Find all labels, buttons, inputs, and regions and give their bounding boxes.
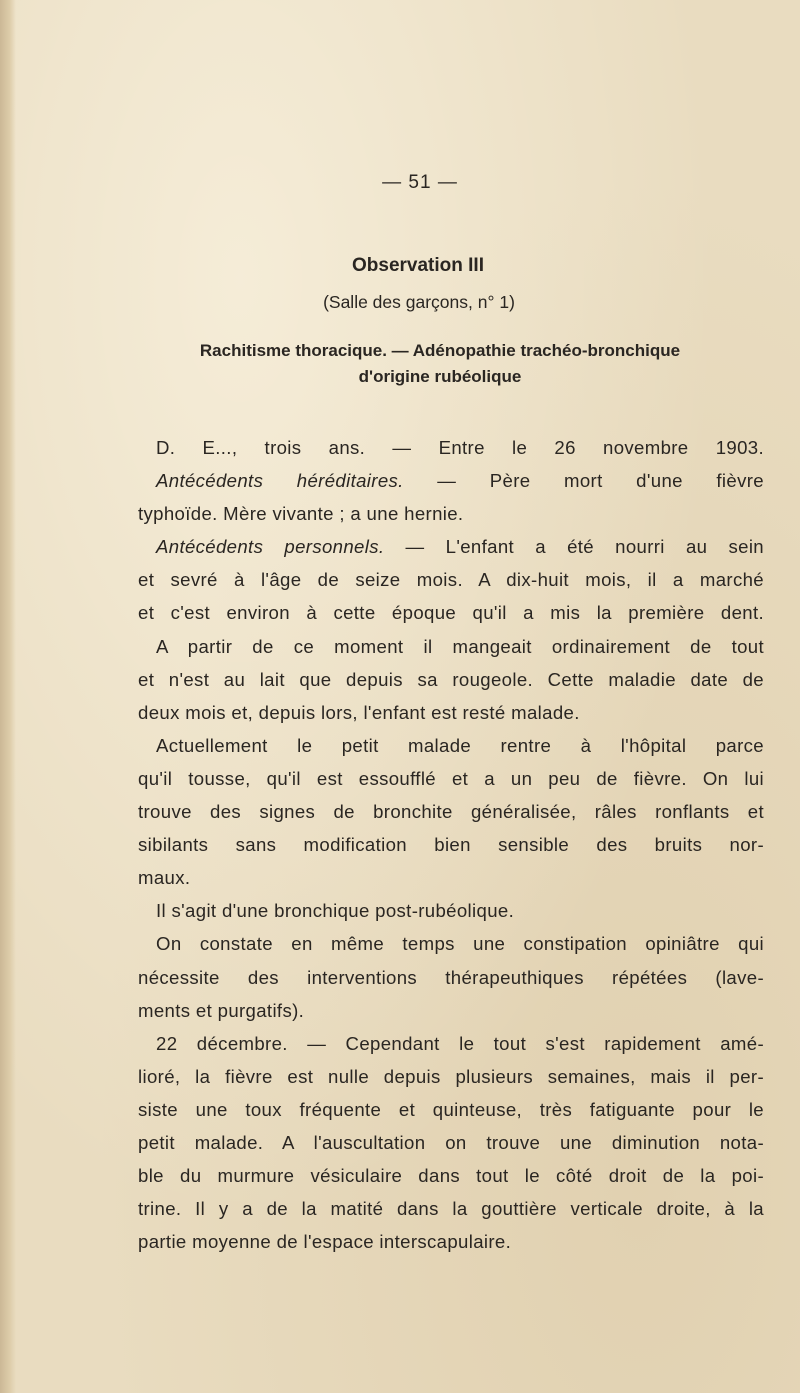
page-edge-shadow: [0, 0, 16, 1393]
observation-heading: Observation III: [352, 255, 484, 276]
diagnosis-summary: [120, 338, 760, 390]
text-line: et c'est environ à cette époque qu'il a mis la première dent.: [138, 602, 764, 624]
text-segment: — Père mort d'une fièvre: [403, 470, 764, 492]
observation-body: [138, 431, 764, 1258]
text-line: siste une toux fréquente et quinteuse, très fatiguante pour le: [138, 1098, 764, 1120]
text-line: [138, 464, 764, 497]
text-line: et n'est au lait que depuis sa rougeole. Cette maladie date de: [138, 668, 764, 690]
text-line: nécessite des interventions thérapeuthiques répétées (lave-: [138, 966, 764, 988]
summary-line: d'origine rubéolique: [358, 367, 522, 386]
section-label: Antécédents héréditaires.: [156, 470, 404, 492]
text-line: sibilants sans modification bien sensible des bruits nor-: [138, 834, 764, 856]
text-line: [138, 530, 764, 563]
summary-line: Rachitisme thoracique. — Adénopathie trachéo-bronchique: [199, 341, 681, 360]
text-line: ments et purgatifs).: [138, 999, 305, 1021]
text-line: ble du murmure vésiculaire dans tout le côté droit de la poi-: [138, 1165, 764, 1187]
ward-subheading: (Salle des garçons, n° 1): [323, 292, 515, 312]
text-line: partie moyenne de l'espace interscapulaire.: [138, 1231, 512, 1253]
text-segment: — L'enfant a été nourri au sein: [384, 536, 765, 558]
text-line: maux.: [138, 867, 191, 889]
text-line: 22 décembre. — Cependant le tout s'est rapidement amé-: [156, 1032, 764, 1054]
text-line: On constate en même temps une constipation opiniâtre qui: [156, 933, 764, 955]
text-line: lioré, la fièvre est nulle depuis plusieurs semaines, mais il per-: [138, 1065, 764, 1087]
page-number: — 51 —: [382, 172, 458, 193]
text-line: Actuellement le petit malade rentre à l'hôpital parce: [156, 734, 764, 756]
text-line: Il s'agit d'une bronchique post-rubéolique.: [156, 900, 515, 922]
text-line: trine. Il y a de la matité dans la gouttière verticale droite, à la: [138, 1198, 764, 1220]
text-line: qu'il tousse, qu'il est essoufflé et a un peu de fièvre. On lui: [138, 767, 764, 789]
text-line: petit malade. A l'auscultation on trouve une diminution nota-: [138, 1131, 764, 1153]
text-line: A partir de ce moment il mangeait ordinairement de tout: [156, 635, 764, 657]
text-line: typhoïde. Mère vivante ; a une hernie.: [138, 503, 464, 525]
text-line: trouve des signes de bronchite généralisée, râles ronflants et: [138, 801, 764, 823]
text-line: et sevré à l'âge de seize mois. A dix-huit mois, il a marché: [138, 569, 764, 591]
text-line: deux mois et, depuis lors, l'enfant est resté malade.: [138, 701, 580, 723]
section-label: Antécédents personnels.: [156, 536, 385, 558]
text-line: D. E..., trois ans. — Entre le 26 novembre 1903.: [156, 437, 764, 458]
